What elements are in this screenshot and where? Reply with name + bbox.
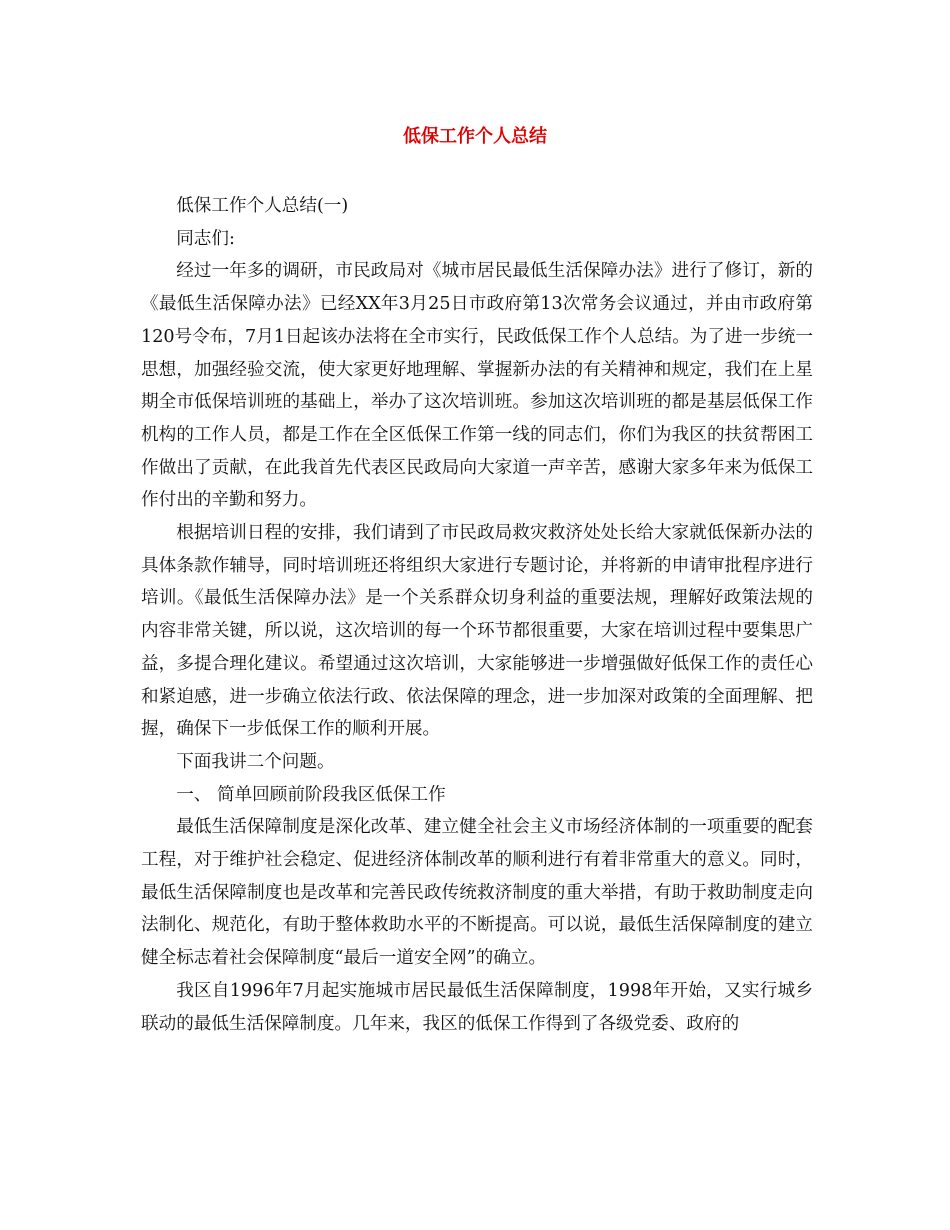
section-heading: 一、 简单回顾前阶段我区低保工作 — [176, 784, 446, 805]
salutation-paragraph: 同志们: — [176, 228, 235, 249]
document-title: 低保工作个人总结 — [403, 126, 547, 147]
subtitle-paragraph: 低保工作个人总结(一) — [176, 196, 349, 216]
body-paragraph: 经过一年多的调研，市民政局对《城市居民最低生活保障办法》进行了修订，新的《最低生活保障办法》已经XX年3月25日市政府第13次常务会议通过，并由市政府第120号令布，7月1日起该办法将在全市实行，民政低保工作个人总结。为了进一步统一思想，加强经验交流，使大家更好地理解、掌握新办法的有关精神和规定，我们在上星期全市低保培训班的基础上，举办了这次培训班。参加这次培训班的都是基层低保工作机构的工作人员，都是工作在全区低保工作第一线的同志们，你们为我区的扶贫帮困工作做出了贡献，在此我首先代表区民政局向大家道一声辛苦，感谢大家多年来为低保工作付出的辛勤和努力。 — [141, 261, 813, 511]
body-paragraph: 最低生活保障制度是深化改革、建立健全社会主义市场经济体制的一项重要的配套工程，对于维护社会稳定、促进经济体制改革的顺利进行有着非常重大的意义。同时，最低生活保障制度也是改革和完善民政传统救济制度的重大举措，有助于救助制度走向法制化、规范化，有助于整体救助水平的不断提高。可以说，最低生活保障制度的建立健全标志着社会保障制度“最后一道安全网”的确立。 — [141, 817, 813, 969]
body-paragraph: 我区自1996年7月起实施城市居民最低生活保障制度，1998年开始，又实行城乡联动的最低生活保障制度。几年来，我区的低保工作得到了各级党委、政府的 — [141, 980, 813, 1034]
body-paragraph: 根据培训日程的安排，我们请到了市民政局救灾救济处处长给大家就低保新办法的具体条款作辅导，同时培训班还将组织大家进行专题讨论，并将新的申请审批程序进行培训。《最低生活保障办法》是一个关系群众切身利益的重要法规，理解好政策法规的内容非常关键，所以说，这次培训的每一个环节都很重要，大家在培训过程中要集思广益，多提合理化建议。希望通过这次培训，大家能够进一步增强做好低保工作的责任心和紧迫感，进一步确立依法行政、依法保障的理念，进一步加深对政策的全面理解、把握，确保下一步低保工作的顺利开展。 — [141, 523, 813, 740]
document-body — [141, 190, 813, 1040]
body-paragraph: 下面我讲二个问题。 — [176, 751, 335, 772]
